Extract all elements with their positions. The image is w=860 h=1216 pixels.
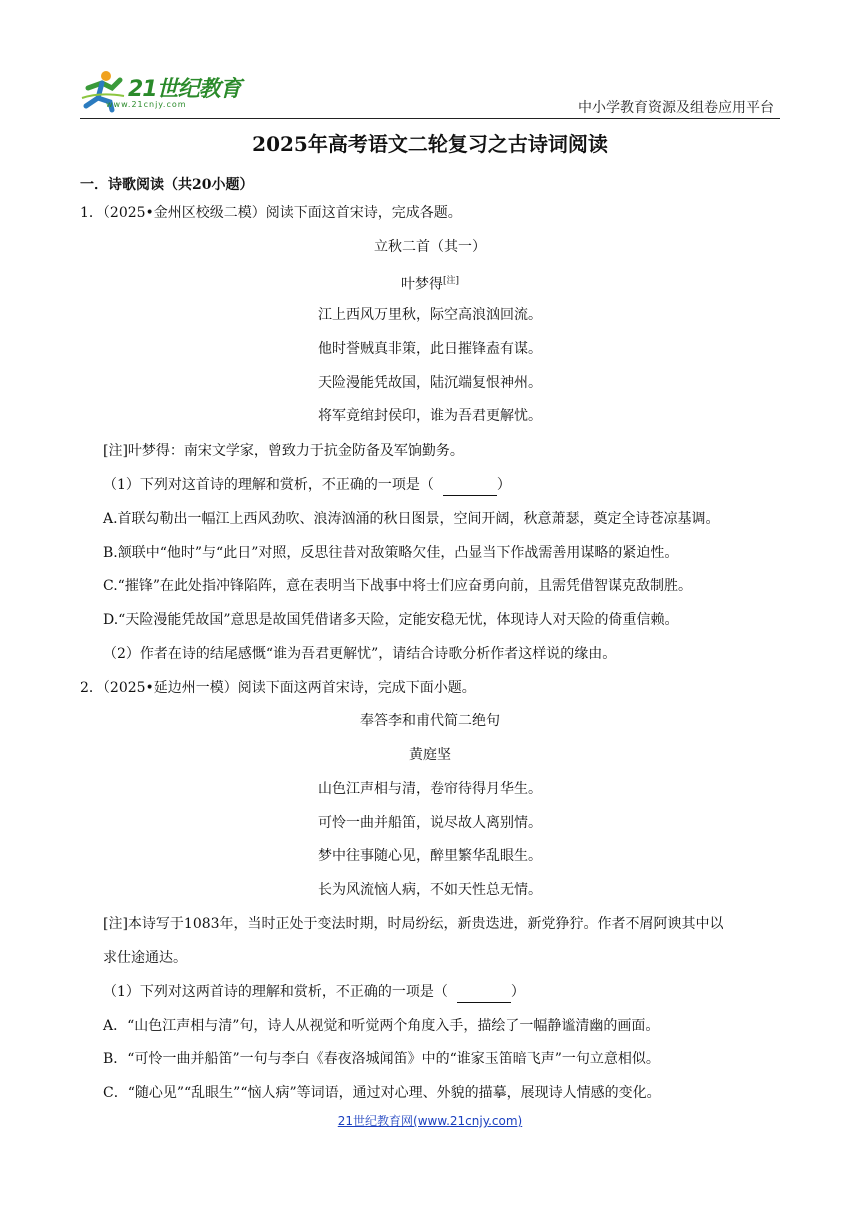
poem-1-line: 他时誉贼真非策，此日摧锋盍有谋。 — [318, 341, 542, 357]
question-2-sub1 — [103, 982, 525, 1003]
question-1-intro: 1．（2025•金州区校级二模）阅读下面这首宋诗，完成各题。 — [80, 205, 462, 221]
question-1-sub1-close: ） — [496, 477, 511, 493]
question-2-sub1-stem: （1）下列对这两首诗的理解和赏析，不正确的一项是（ — [103, 984, 448, 1000]
question-2-sub1-close: ） — [510, 984, 525, 1000]
option-c: C．“随心见”“乱眼生”“恼人病”等词语，通过对心理、外貌的描摹，展现诗人情感的变化。 — [103, 1085, 661, 1101]
page-header — [80, 66, 780, 119]
poem-2-line: 山色江声相与清，卷帘待得月华生。 — [318, 781, 542, 797]
poem-2-line: 可怜一曲并船笛，说尽故人离别情。 — [318, 815, 542, 831]
option-b: B.颔联中“他时”与“此日”对照，反思往昔对敌策略欠佳，凸显当下作战需善用谋略的紧迫性。 — [103, 545, 679, 561]
poem-2-note: [注]本诗写于1083年，当时正处于变法时期，时局纷纭，新贵迭进，新党狰狞。作者不屑阿谀其中以 — [103, 916, 724, 932]
logo-url: www.21cnjy.com — [106, 100, 187, 109]
page-footer — [0, 1112, 860, 1129]
option-b: B．“可怜一曲并船笛”一句与李白《春夜洛城闻笛》中的“谁家玉笛暗飞声”一句立意相似。 — [103, 1051, 660, 1067]
question-1-sub1 — [103, 475, 511, 496]
poem-1-author-line — [0, 271, 860, 295]
poem-2-author: 黄庭坚 — [409, 747, 451, 763]
site-logo — [80, 66, 250, 114]
footer-link[interactable]: 21世纪教育网(www.21cnjy.com) — [337, 1114, 523, 1128]
poem-2-note-cont: 求仕途通达。 — [103, 950, 187, 966]
poem-1-line: 江上西风万里秋，际空高浪汹回流。 — [318, 307, 542, 323]
question-2-intro: 2．（2025•延边州一模）阅读下面这两首宋诗，完成下面小题。 — [80, 680, 476, 696]
poem-1-line: 将军竟绾封侯印，谁为吾君更解忧。 — [318, 408, 542, 424]
logo-text: 21世纪教育 — [128, 77, 241, 102]
option-a: A.首联勾勒出一幅江上西风劲吹、浪涛汹涌的秋日图景，空间开阔，秋意萧瑟，奠定全诗苍凉基调。 — [103, 511, 720, 527]
option-a: A．“山色江声相与清”句，诗人从视觉和听觉两个角度入手，描绘了一幅静谧清幽的画面。 — [103, 1018, 660, 1034]
poem-1-line: 天险漫能凭故国，陆沉端复恨神州。 — [318, 375, 542, 391]
poem-1-note: [注]叶梦得：南宋文学家，曾致力于抗金防备及军饷勤务。 — [103, 443, 464, 459]
poem-1-author: 叶梦得 — [400, 276, 443, 293]
option-d: D.“天险漫能凭故国”意思是故国凭借诸多天险，定能安稳无忧，体现诗人对天险的倚重信赖。 — [103, 612, 679, 628]
answer-blank[interactable] — [457, 982, 511, 1003]
poem-1-title: 立秋二首（其一） — [374, 239, 486, 255]
question-1-sub2: （2）作者在诗的结尾感慨“谁为吾君更解忧”，请结合诗歌分析作者这样说的缘由。 — [103, 646, 617, 662]
question-1-sub1-stem: （1）下列对这首诗的理解和赏析，不正确的一项是（ — [103, 477, 434, 493]
section-heading: 一．诗歌阅读（共20小题） — [80, 177, 254, 193]
poem-1-note-mark: [注] — [442, 276, 460, 286]
answer-blank[interactable] — [443, 475, 497, 496]
poem-2-title: 奉答李和甫代简二绝句 — [360, 713, 500, 729]
poem-2-line: 长为风流恼人病，不如天性总无情。 — [318, 882, 542, 898]
option-c: C.“摧锋”在此处指冲锋陷阵，意在表明当下战事中将士们应奋勇向前，且需凭借智谋克敌制胜。 — [103, 578, 692, 594]
poem-2-line: 梦中往事随心见，醉里繁华乱眼生。 — [318, 848, 542, 864]
platform-name: 中小学教育资源及组卷应用平台 — [578, 100, 774, 116]
document-title: 2025年高考语文二轮复习之古诗词阅读 — [252, 132, 608, 156]
